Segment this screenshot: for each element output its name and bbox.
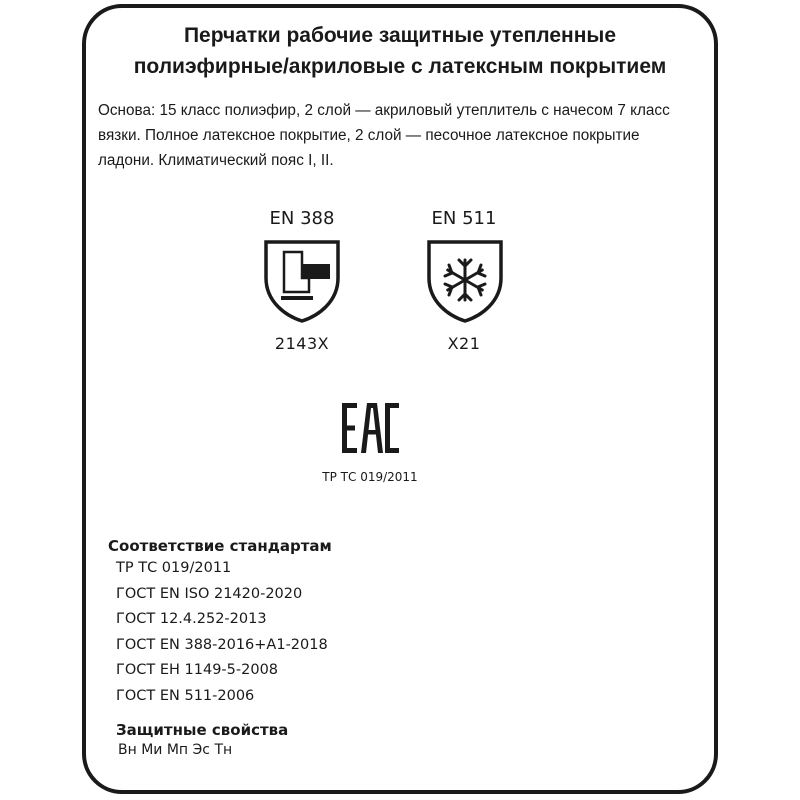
standard-item: ГОСТ EN 388-2016+A1-2018 bbox=[116, 636, 328, 653]
standard-item: ГОСТ EN ISO 21420-2020 bbox=[116, 585, 303, 602]
product-title-line-1: Перчатки рабочие защитные утепленные bbox=[183, 24, 617, 47]
en511-standard-code: EN 511 bbox=[431, 208, 497, 229]
standards-list bbox=[116, 556, 328, 709]
protective-properties-heading: Защитные свойства bbox=[116, 721, 289, 739]
standard-item: ГОСТ EN 511-2006 bbox=[116, 687, 255, 704]
product-description bbox=[98, 98, 708, 173]
en388-rating: 2143X bbox=[274, 334, 330, 353]
standard-item: ГОСТ 12.4.252-2013 bbox=[116, 611, 267, 627]
standard-item: ГОСТ ЕН 1149-5-2008 bbox=[116, 662, 279, 678]
hammer-mechanical-hazard-icon bbox=[262, 238, 342, 324]
standards-heading: Соответствие стандартам bbox=[108, 537, 332, 555]
regulation-code: ТР ТС 019/2011 bbox=[322, 470, 418, 484]
product-title-line-2: полиэфирные/акриловые с латексным покрытием bbox=[133, 55, 667, 78]
protective-properties-codes: Вн Ми Мп Эс Тн bbox=[118, 742, 233, 758]
description-line-1: Основа: 15 класс полиэфир, 2 слой — акриловый утеплитель с начесом 7 класс bbox=[98, 102, 670, 119]
description-line-3: ладони. Климатический пояс I, II. bbox=[98, 152, 334, 169]
description-line-2: вязки. Полное латексное покрытие, 2 слой — песочное латексное покрытие bbox=[98, 127, 640, 144]
en511-rating: X21 bbox=[447, 334, 481, 353]
eac-mark-icon bbox=[340, 400, 400, 456]
standard-item: ТР ТС 019/2011 bbox=[116, 560, 232, 576]
snowflake-cold-hazard-icon bbox=[425, 238, 505, 324]
product-title bbox=[86, 20, 714, 82]
en388-standard-code: EN 388 bbox=[269, 208, 335, 229]
